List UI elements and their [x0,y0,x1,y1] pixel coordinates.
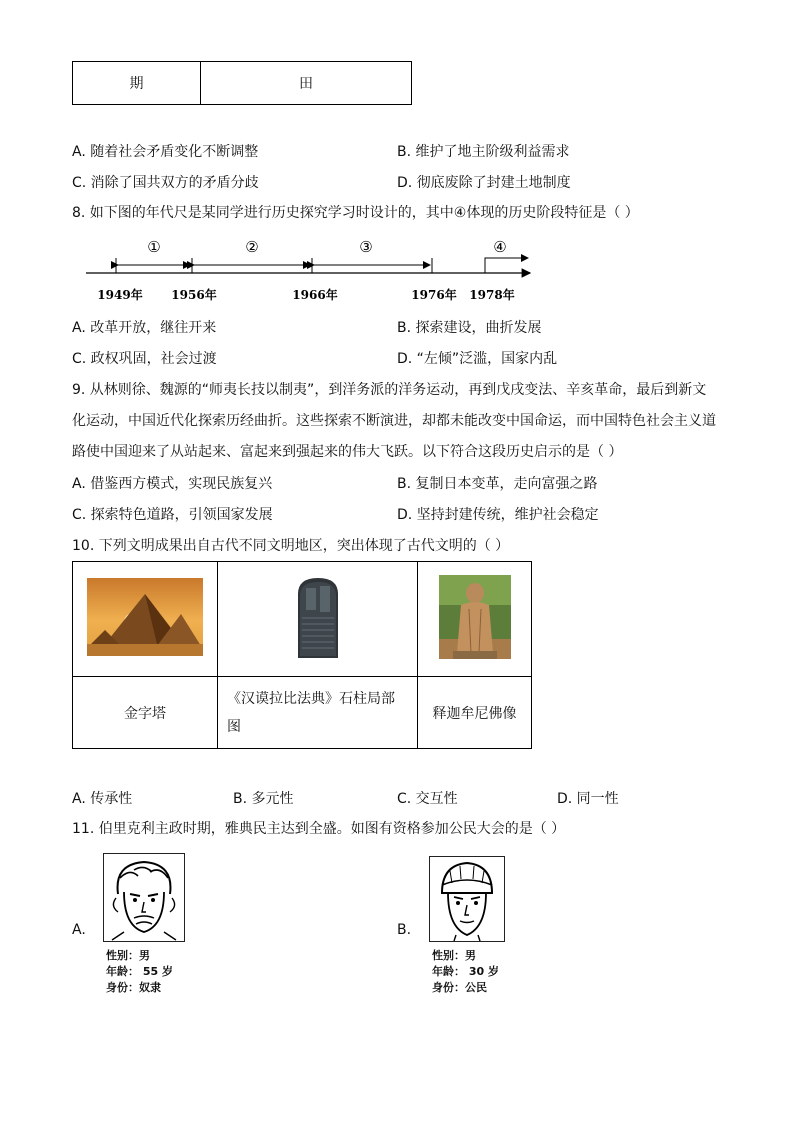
q7-table [72,61,412,105]
year-1976: 1976年 [411,288,457,302]
segment-4-label: ④ [493,238,507,256]
old-man-portrait-icon [104,854,184,941]
q11-option-a-age: 年龄： 55 岁 [106,965,173,978]
q7-option-d[interactable]: D. 彻底废除了封建土地制度 [397,175,571,191]
q11-option-b-portrait[interactable] [429,856,505,942]
code-stele-cell [218,562,418,677]
q8-option-d[interactable]: D. “左倾”泛滥，国家内乱 [397,351,558,367]
code-stele-caption-line-2: 图 [227,718,241,735]
q9-option-c[interactable]: C. 探索特色道路，引领国家发展 [72,507,273,523]
q11-option-a-letter[interactable]: A. [72,922,86,938]
q9-option-b[interactable]: B. 复制日本变革，走向富强之路 [397,476,598,492]
q11-option-b-identity: 身份：公民 [432,981,487,994]
q7-table-cell-2: 田 [201,62,412,105]
q8-timeline [80,234,550,306]
code-of-hammurabi-stele-image [292,576,344,658]
q7-option-a[interactable]: A. 随着社会矛盾变化不断调整 [72,144,259,160]
q11-option-b-letter[interactable]: B. [397,922,412,938]
pyramid-image [87,578,203,656]
q9-stem-line-2: 化运动，中国近代化探索历经曲折。这些探索不断演进，却都未能改变中国命运，而中国特色社会主义道 [72,413,716,429]
segment-2-label: ② [245,238,259,256]
q8-option-c[interactable]: C. 政权巩固，社会过渡 [72,351,217,367]
q11-option-a-gender: 性别：男 [106,949,150,962]
q9-stem-line-1: 9. 从林则徐、魏源的“师夷长技以制夷”，到洋务派的洋务运动，再到戊戌变法、辛亥革命，最后到新文 [72,382,707,398]
q8-stem: 8. 如下图的年代尺是某同学进行历史探究学习时设计的，其中④体现的历史阶段特征是（ ） [72,205,639,221]
buddha-statue-image [439,575,511,659]
q11-option-a-identity: 身份：奴隶 [106,981,161,994]
q7-option-b[interactable]: B. 维护了地主阶级利益需求 [397,144,570,160]
q9-stem-line-3: 路使中国迎来了从站起来、富起来到强起来的伟大飞跃。以下符合这段历史启示的是（ ） [72,444,623,460]
year-1949: 1949年 [97,288,143,302]
q10-option-c[interactable]: C. 交互性 [397,791,458,807]
year-1978: 1978年 [469,288,515,302]
year-1956: 1956年 [171,288,217,302]
segment-3-label: ③ [359,238,373,256]
year-1966: 1966年 [292,288,338,302]
q7-option-c[interactable]: C. 消除了国共双方的矛盾分歧 [72,175,259,191]
q10-table [72,561,532,749]
code-stele-caption [218,677,418,749]
q11-option-a-portrait[interactable] [103,853,185,942]
segment-4-arrow [485,258,528,273]
segment-1-label: ① [147,238,161,256]
q8-option-b[interactable]: B. 探索建设，曲折发展 [397,320,542,336]
buddha-cell [418,562,532,677]
pyramid-cell [73,562,218,677]
q10-option-a[interactable]: A. 传承性 [72,791,133,807]
q11-option-b-gender: 性别：男 [432,949,476,962]
q7-table-cell-1: 期 [73,62,201,105]
q9-option-a[interactable]: A. 借鉴西方模式，实现民族复兴 [72,476,273,492]
q11-option-b-age: 年龄： 30 岁 [432,965,499,978]
q10-option-d[interactable]: D. 同一性 [557,791,619,807]
pyramid-caption: 金字塔 [73,677,218,749]
code-stele-caption-line-1: 《汉谟拉比法典》石柱局部 [227,690,395,707]
q10-stem: 10. 下列文明成果出自古代不同文明地区，突出体现了古代文明的（ ） [72,538,510,554]
q8-option-a[interactable]: A. 改革开放，继往开来 [72,320,217,336]
helmeted-man-portrait-icon [430,857,504,941]
q11-stem: 11. 伯里克利主政时期，雅典民主达到全盛。如图有资格参加公民大会的是（ ） [72,821,566,837]
q10-option-b[interactable]: B. 多元性 [233,791,294,807]
q9-option-d[interactable]: D. 坚持封建传统，维护社会稳定 [397,507,599,523]
buddha-caption: 释迦牟尼佛像 [418,677,532,749]
